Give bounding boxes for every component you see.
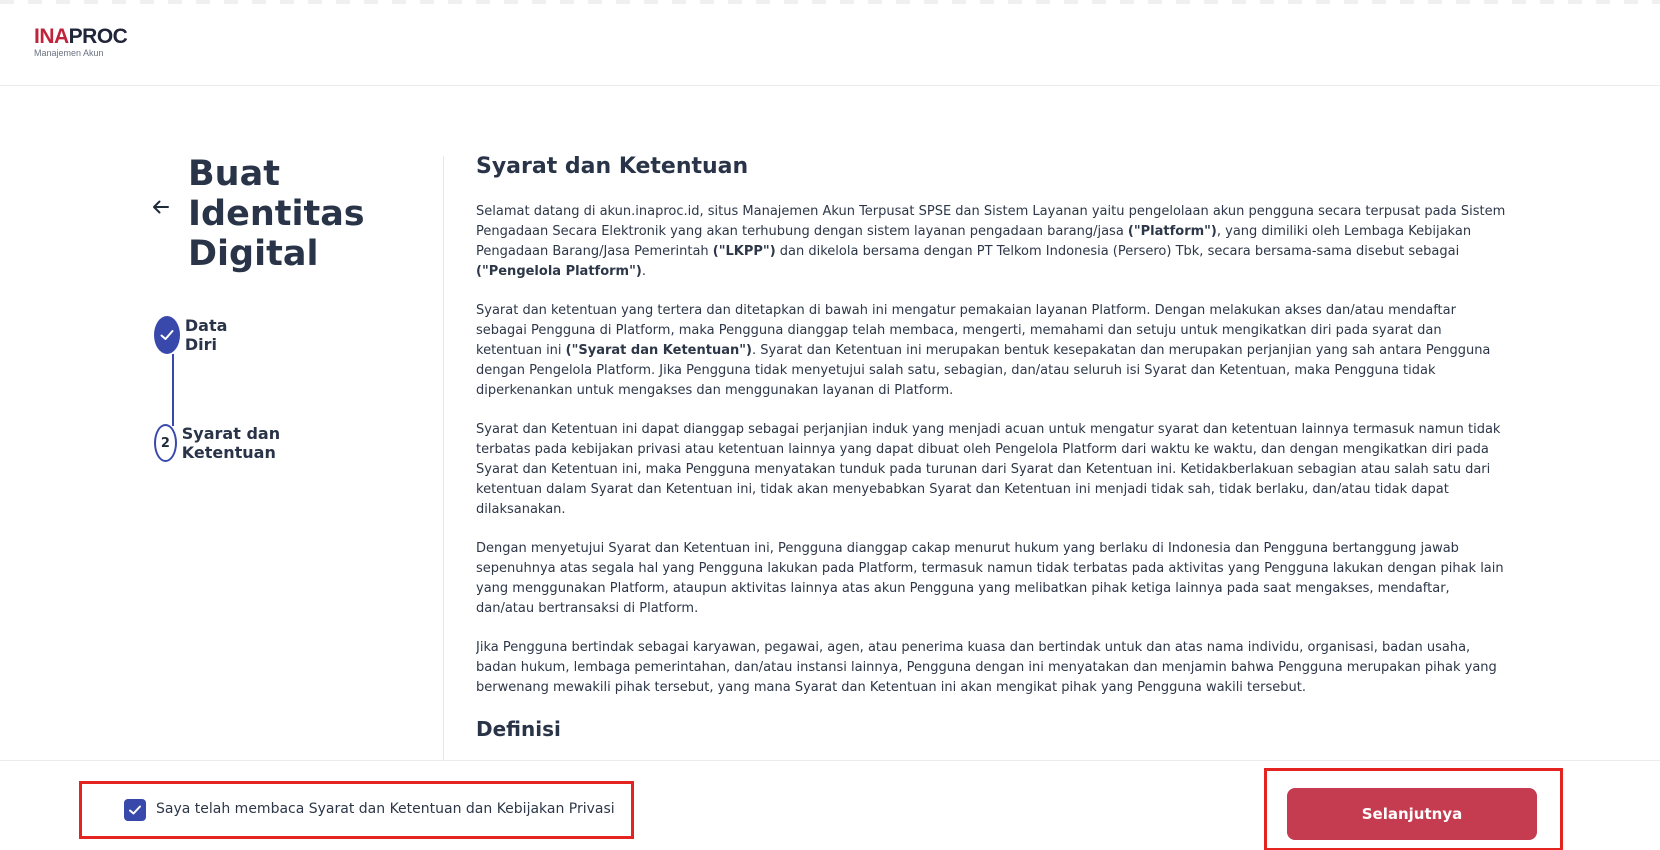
logo-subtitle: Manajemen Akun — [34, 48, 104, 58]
step-label-syarat-ketentuan: Syarat dan Ketentuan — [181, 424, 281, 462]
terms-paragraph-1: Selamat datang di akun.inaproc.id, situs Manajemen Akun Terpusat SPSE dan Sistem Layanan yaitu pengelolaan akun pengguna secara terpusat pada Sistem Pengadaan Secara Elektronik yang akan terhubung dengan sistem layanan pengadaan barang/jasa ("Platform"), yang dimiliki oleh Lembaga Kebijakan Pengadaan Barang/Jasa Pemerintah ("LKPP") dan dikelola bersama dengan PT Telkom Indonesia (Persero) Tbk, secara bersama-sama disebut sebagai ("Pengelola Platform"). — [476, 204, 1506, 279]
terms-heading: Syarat dan Ketentuan — [476, 154, 749, 179]
next-button[interactable]: Selanjutnya — [1287, 788, 1537, 840]
terms-paragraph-4: Dengan menyetujui Syarat dan Ketentuan ini, Pengguna dianggap cakap menurut hukum yang berlaku di Indonesia dan Pengguna bertanggung jawab sepenuhnya atas segala hal yang Pengguna lakukan pada Platform, termasuk namun tidak terbatas pada aktivitas yang Pengguna lakukan dengan pihak lain yang menggunakan Platform, ataupun aktivitas lainnya atas akun Pengguna yang melibatkan pihak ketiga lainnya pada saat mengakses, mendaftar, dan/atau bertransaksi di Platform. — [476, 541, 1504, 616]
step-done-circle — [154, 316, 180, 354]
checkbox-check-icon — [127, 802, 143, 818]
app-window — [0, 4, 1660, 844]
agree-checkbox[interactable] — [124, 799, 146, 821]
step-connector — [172, 354, 174, 426]
back-arrow-icon[interactable] — [150, 196, 172, 218]
step-number-circle — [154, 424, 177, 462]
step-label-data-diri: Data Diri — [184, 316, 228, 354]
definisi-heading: Definisi — [476, 717, 561, 741]
step-number: 2 — [160, 435, 170, 451]
check-icon — [158, 326, 176, 344]
vertical-divider — [443, 156, 444, 762]
page-title-line-1: Buat — [188, 154, 280, 194]
next-highlight — [1264, 768, 1563, 850]
agree-highlight — [79, 781, 634, 839]
terms-paragraph-3: Syarat dan Ketentuan ini dapat dianggap sebagai perjanjian induk yang menjadi acuan untuk mengatur syarat dan ketentuan lainnya termasuk namun tidak terbatas pada kebijakan privasi atau ketentuan lainnya yang dapat dibuat oleh Pengelola Platform dari waktu ke waktu, dan dengan mengikatkan diri pada Syarat dan Ketentuan ini, maka Pengguna menyatakan tunduk pada turunan dari Syarat dan Ketentuan ini. Ketidakberlakuan sebagian atau salah satu dari ketentuan dalam Syarat dan Ketentuan ini, tidak akan menyebabkan Syarat dan Ketentuan ini menjadi tidak sah, tidak berlaku, dan/atau tidak dapat dilaksanakan. — [476, 422, 1501, 517]
terms-paragraph-5: Jika Pengguna bertindak sebagai karyawan, pegawai, agen, atau penerima kuasa dan bertindak untuk dan atas nama individu, organisasi, badan usaha, badan hukum, lembaga pemerintahan, dan/atau instansi lainnya, Pengguna dengan ini menyatakan dan menjamin bahwa Pengguna merupakan pihak yang berwenang mewakili pihak tersebut, yang mana Syarat dan Ketentuan ini akan mengikat pihak yang Pengguna wakili tersebut. — [476, 640, 1497, 695]
page-title-line-2: Identitas — [188, 194, 365, 234]
step-data-diri[interactable] — [154, 316, 240, 354]
logo-proc: PROC — [68, 25, 128, 48]
terms-paragraph-2: Syarat dan ketentuan yang tertera dan ditetapkan di bawah ini mengatur pemakaian layanan Platform. Dengan melakukan akses dan/atau mendaftar sebagai Pengguna di Platform, maka Pengguna dianggap telah membaca, mengerti, memahami dan setuju untuk mengikatkan diri pada syarat dan ketentuan ini ("Syarat dan Ketentuan"). Syarat dan Ketentuan ini merupakan bentuk kesepakatan dan merupakan perjanjian yang sah antara Pengguna dengan Pengelola Platform. Jika Pengguna tidak menyetujui salah satu, sebagian, dan/atau seluruh isi Syarat dan Ketentuan, maka Pengguna tidak diperkenankan untuk mengakses dan menggunakan layanan di Platform. — [476, 303, 1491, 398]
step-syarat-ketentuan[interactable] — [154, 424, 291, 462]
page-title — [188, 154, 408, 274]
logo-wordmark — [34, 26, 127, 48]
footer-bar — [0, 760, 1660, 844]
logo-ina: INA — [34, 25, 69, 48]
agree-label[interactable]: Saya telah membaca Syarat dan Ketentuan dan Kebijakan Privasi — [156, 801, 615, 817]
terms-content[interactable] — [476, 154, 1506, 760]
page-title-line-3: Digital — [188, 234, 319, 274]
header — [0, 4, 1660, 86]
inaproc-logo[interactable] — [34, 26, 127, 58]
